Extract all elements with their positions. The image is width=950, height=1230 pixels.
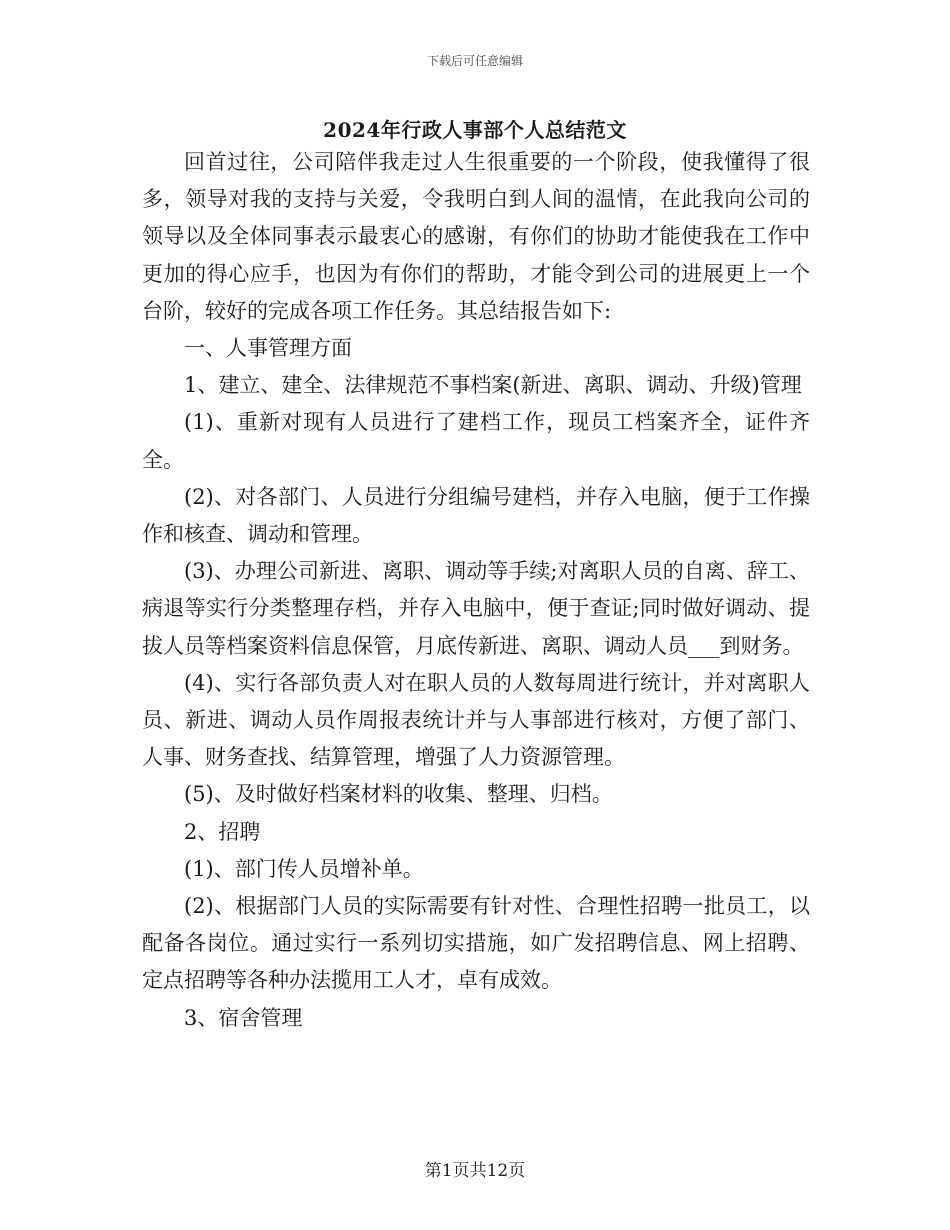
list-item: (5)、及时做好档案材料的收集、整理、归档。	[184, 782, 613, 807]
list-item: (1)、部门传人员增补单。	[184, 856, 424, 881]
section-heading-hr: 一、人事管理方面	[184, 336, 352, 361]
document-title: 2024年行政人事部个人总结范文	[323, 118, 627, 142]
paragraph-intro: 回首过往，公司陪伴我走过人生很重要的一个阶段，使我懂得了很多，领导对我的支持与关爱，令我明白到人间的温情，在此我向公司的领导以及全体同事表示最衷心的感谢，有你们的协助才能使我在工作中更加的得心应手，也因为有你们的帮助，才能令到公司的进展更上一个台阶，较好的完成各项工作任务。其总结报告如下:	[142, 150, 810, 323]
list-item: (2)、根据部门人员的实际需要有针对性、合理性招聘一批员工，以配备各岗位。通过实行一系列切实措施，如广发招聘信息、网上招聘、定点招聘等各种办法揽用工人才，卓有成效。	[142, 894, 810, 993]
list-item: (2)、对各部门、人员进行分组编号建档，并存入电脑，便于工作操作和核查、调动和管理。	[142, 484, 810, 547]
document-body	[142, 144, 810, 1037]
header-note: 下载后可任意编辑	[426, 54, 523, 68]
list-item: (3)、办理公司新进、离职、调动等手续;对离职人员的自离、辞工、病退等实行分类整理存档，并存入电脑中，便于查证;同时做好调动、提拔人员等档案资料信息保管，月底传新进、离职、调动人员___到财务。	[142, 559, 810, 658]
subsection-archive: 1、建立、建全、法律规范不事档案(新进、离职、调动、升级)管理	[184, 373, 802, 398]
list-item: (4)、实行各部负责人对在职人员的人数每周进行统计，并对离职人员、新进、调动人员作周报表统计并与人事部进行核对，方便了部门、人事、财务查找、结算管理，增强了人力资源管理。	[142, 670, 810, 770]
subsection-recruitment: 2、招聘	[184, 819, 261, 844]
subsection-dormitory: 3、宿舍管理	[184, 1005, 303, 1030]
list-item: (1)、重新对现有人员进行了建档工作，现员工档案齐全，证件齐全。	[142, 410, 810, 472]
page-number: 第1页共12页	[424, 1161, 526, 1181]
